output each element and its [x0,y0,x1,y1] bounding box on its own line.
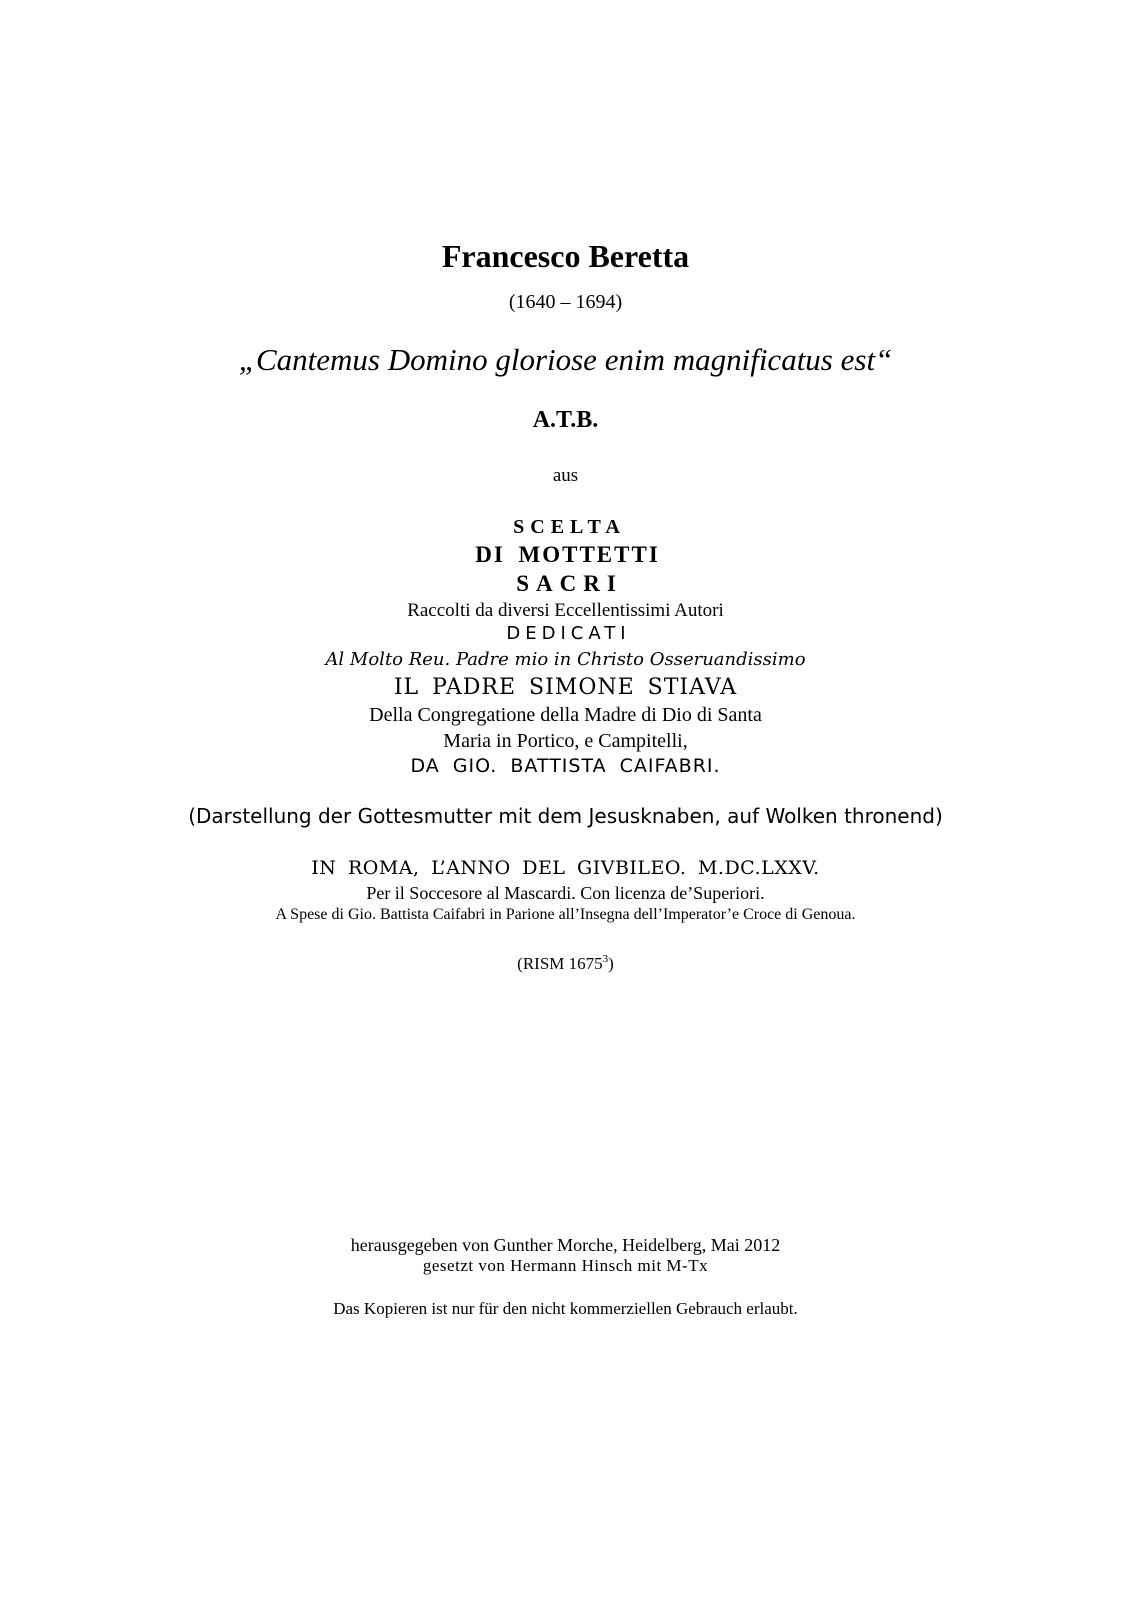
aus-label: aus [552,465,579,486]
source-title-line-1: SCELTA [513,516,626,538]
work-incipit: „Cantemus Domino gloriose enim magnificatus est“ [238,342,893,377]
rism-prefix: (RISM 1675 [517,954,603,973]
source-title-line-2: DI MOTTETTI [475,542,660,567]
editor-credit: herausgegeben von Gunther Morche, Heidelberg, Mai 2012 [350,1235,781,1255]
imprint-line-1: IN ROMA, L’ANNO DEL GIVBILEO. M.DC.LXXV. [311,857,820,879]
source-title-line-8: Della Congregatione della Madre di Dio di Santa [369,704,762,726]
illustration-note: (Darstellung der Gottesmutter mit dem Jesusknaben, auf Wolken thronend) [188,804,943,828]
composer-dates: (1640 – 1694) [508,291,623,313]
source-title-line-9: Maria in Portico, e Campitelli, [443,730,688,752]
source-title-line-4: Raccolti da diversi Eccellentissimi Autori [407,600,724,621]
source-title-line-6: Al Molto Reu. Padre mio in Christo Osseruandissimo [325,649,806,670]
imprint-line-3: A Spese di Gio. Battista Caifabri in Parione all’Insegna dell’Imperator’e Croce di Genoua. [275,906,856,923]
source-title-line-5: DEDICATI [506,623,631,644]
source-title-line-10: DA GIO. BATTISTA CAIFABRI. [410,755,721,777]
copyright-notice: Das Kopieren ist nur für den nicht kommerziellen Gebrauch erlaubt. [333,1299,798,1318]
rism-suffix: ) [608,954,614,973]
rism-superscript: 3 [602,953,609,965]
imprint-line-2: Per il Soccesore al Mascardi. Con licenza de’Superiori. [366,883,765,903]
voicing: A.T.B. [532,407,599,433]
composer-name: Francesco Beretta [441,238,690,274]
typesetter-credit: gesetzt von Hermann Hinsch mit M-Tx [422,1256,709,1275]
rism-reference [0,955,1131,972]
source-title-line-3: SACRI [516,571,623,596]
source-title-line-7: IL PADRE SIMONE STIAVA [393,675,738,700]
